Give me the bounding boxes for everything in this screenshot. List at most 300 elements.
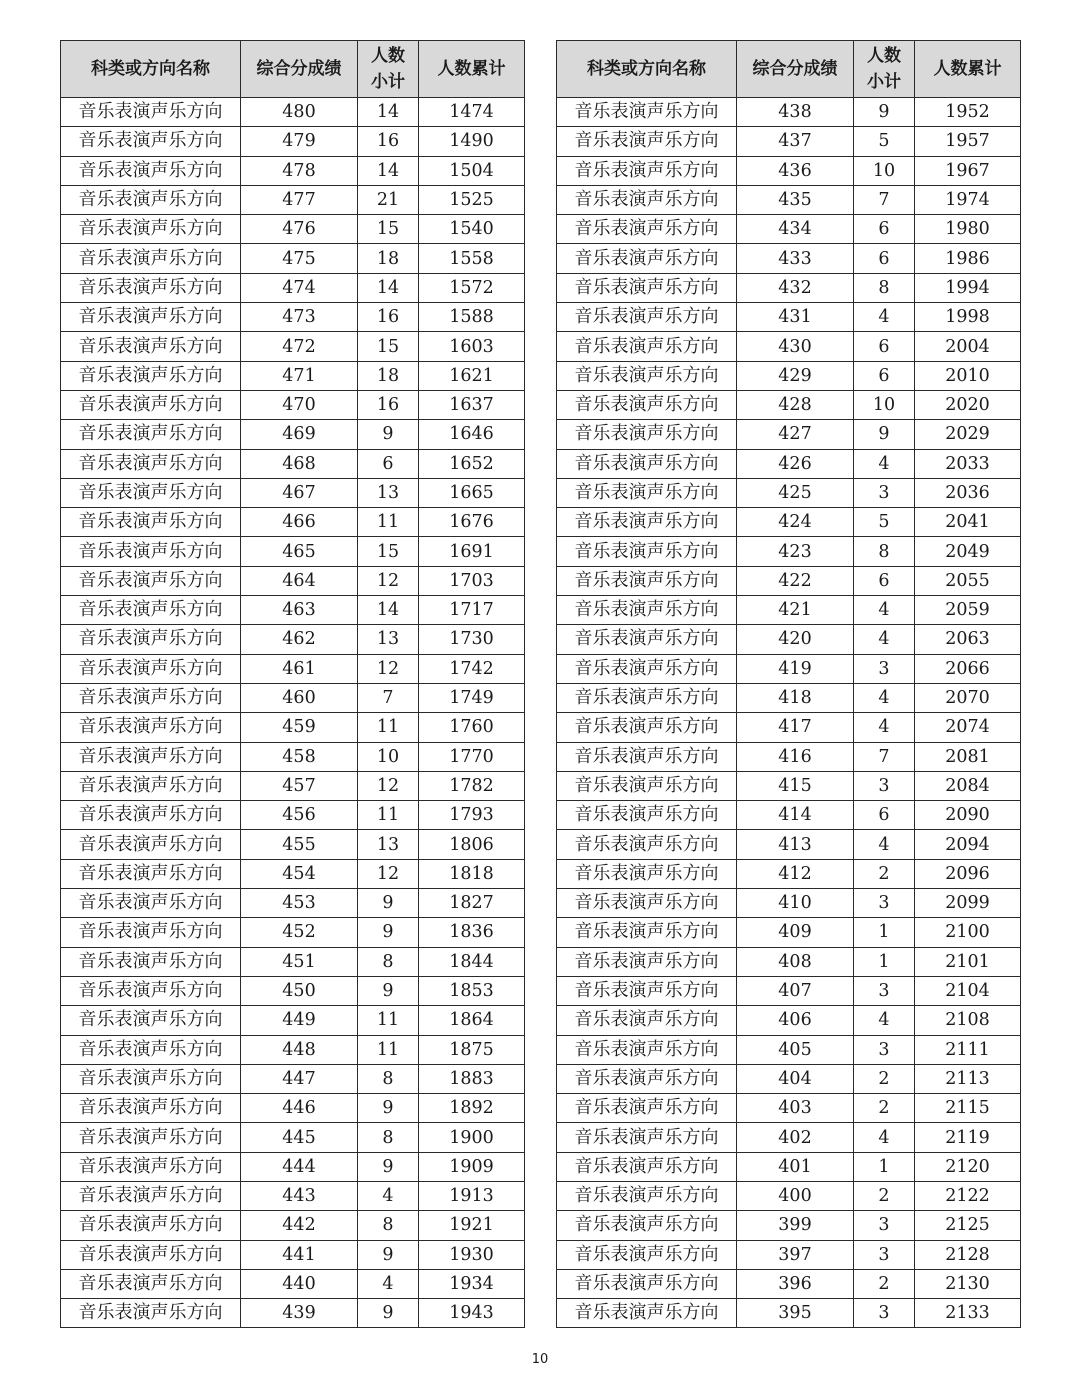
cell-cumulative: 1994 xyxy=(915,273,1021,302)
table-row xyxy=(61,830,525,859)
table-row xyxy=(61,127,525,156)
cell-cumulative: 1490 xyxy=(419,127,525,156)
cell-category: 音乐表演声乐方向 xyxy=(557,1299,737,1328)
cell-category: 音乐表演声乐方向 xyxy=(61,976,241,1005)
table-row xyxy=(61,303,525,332)
cell-category: 音乐表演声乐方向 xyxy=(61,420,241,449)
table-row xyxy=(557,566,1021,595)
table-row xyxy=(61,449,525,478)
cell-score: 413 xyxy=(737,830,854,859)
cell-score: 408 xyxy=(737,947,854,976)
cell-category: 音乐表演声乐方向 xyxy=(61,244,241,273)
cell-score: 395 xyxy=(737,1299,854,1328)
table-row xyxy=(61,683,525,712)
cell-score: 457 xyxy=(241,771,358,800)
table-row xyxy=(557,361,1021,390)
cell-score: 468 xyxy=(241,449,358,478)
cell-cumulative: 1883 xyxy=(419,1064,525,1093)
cell-score: 431 xyxy=(737,303,854,332)
header-subtotal xyxy=(854,41,915,98)
cell-subtotal: 10 xyxy=(854,156,915,185)
table-row xyxy=(557,1181,1021,1210)
table-row xyxy=(61,420,525,449)
table-row xyxy=(557,1064,1021,1093)
table-row xyxy=(557,390,1021,419)
cell-cumulative: 1974 xyxy=(915,185,1021,214)
cell-subtotal: 16 xyxy=(358,127,419,156)
cell-subtotal: 10 xyxy=(854,390,915,419)
cell-score: 459 xyxy=(241,713,358,742)
table-row xyxy=(61,1181,525,1210)
table-row xyxy=(61,625,525,654)
cell-category: 音乐表演声乐方向 xyxy=(557,742,737,771)
cell-subtotal: 12 xyxy=(358,654,419,683)
cell-cumulative: 1646 xyxy=(419,420,525,449)
cell-category: 音乐表演声乐方向 xyxy=(557,1269,737,1298)
cell-subtotal: 6 xyxy=(854,361,915,390)
cell-score: 456 xyxy=(241,801,358,830)
table-row xyxy=(61,1211,525,1240)
cell-subtotal: 6 xyxy=(854,215,915,244)
cell-category: 音乐表演声乐方向 xyxy=(61,1064,241,1093)
table-row xyxy=(61,156,525,185)
cell-cumulative: 1844 xyxy=(419,947,525,976)
cell-cumulative: 1770 xyxy=(419,742,525,771)
header-cumulative: 人数累计 xyxy=(915,41,1021,98)
cell-cumulative: 2119 xyxy=(915,1123,1021,1152)
cell-subtotal: 1 xyxy=(854,918,915,947)
cell-score: 471 xyxy=(241,361,358,390)
cell-category: 音乐表演声乐方向 xyxy=(61,332,241,361)
cell-subtotal: 9 xyxy=(358,1240,419,1269)
header-subtotal-line1: 人数 xyxy=(371,46,405,66)
table-row xyxy=(557,771,1021,800)
header-subtotal-line1: 人数 xyxy=(867,46,901,66)
cell-cumulative: 1957 xyxy=(915,127,1021,156)
cell-subtotal: 7 xyxy=(358,683,419,712)
cell-cumulative: 2036 xyxy=(915,478,1021,507)
cell-cumulative: 1760 xyxy=(419,713,525,742)
cell-subtotal: 8 xyxy=(358,1123,419,1152)
cell-subtotal: 8 xyxy=(854,273,915,302)
cell-score: 430 xyxy=(737,332,854,361)
cell-cumulative: 2111 xyxy=(915,1035,1021,1064)
cell-category: 音乐表演声乐方向 xyxy=(61,127,241,156)
cell-subtotal: 4 xyxy=(854,596,915,625)
cell-subtotal: 11 xyxy=(358,1035,419,1064)
cell-category: 音乐表演声乐方向 xyxy=(557,1152,737,1181)
cell-category: 音乐表演声乐方向 xyxy=(557,713,737,742)
cell-category: 音乐表演声乐方向 xyxy=(61,1211,241,1240)
cell-subtotal: 13 xyxy=(358,478,419,507)
cell-score: 399 xyxy=(737,1211,854,1240)
cell-subtotal: 4 xyxy=(854,449,915,478)
cell-subtotal: 18 xyxy=(358,244,419,273)
header-score: 综合分成绩 xyxy=(241,41,358,98)
cell-subtotal: 9 xyxy=(358,976,419,1005)
cell-subtotal: 4 xyxy=(854,713,915,742)
cell-subtotal: 16 xyxy=(358,390,419,419)
cell-category: 音乐表演声乐方向 xyxy=(557,332,737,361)
cell-score: 464 xyxy=(241,566,358,595)
cell-score: 455 xyxy=(241,830,358,859)
cell-category: 音乐表演声乐方向 xyxy=(557,801,737,830)
cell-score: 448 xyxy=(241,1035,358,1064)
cell-score: 428 xyxy=(737,390,854,419)
cell-cumulative: 2122 xyxy=(915,1181,1021,1210)
cell-category: 音乐表演声乐方向 xyxy=(557,654,737,683)
table-row xyxy=(61,1006,525,1035)
header-subtotal-line2: 小计 xyxy=(371,72,405,92)
cell-category: 音乐表演声乐方向 xyxy=(61,1152,241,1181)
cell-category: 音乐表演声乐方向 xyxy=(557,596,737,625)
table-row xyxy=(557,1094,1021,1123)
cell-category: 音乐表演声乐方向 xyxy=(557,1064,737,1093)
cell-cumulative: 2004 xyxy=(915,332,1021,361)
cell-subtotal: 9 xyxy=(358,1299,419,1328)
cell-subtotal: 9 xyxy=(358,420,419,449)
table-row xyxy=(61,742,525,771)
cell-score: 446 xyxy=(241,1094,358,1123)
table-row xyxy=(61,596,525,625)
cell-cumulative: 2133 xyxy=(915,1299,1021,1328)
cell-subtotal: 2 xyxy=(854,859,915,888)
cell-category: 音乐表演声乐方向 xyxy=(557,185,737,214)
table-row xyxy=(557,918,1021,947)
cell-cumulative: 1703 xyxy=(419,566,525,595)
table-row xyxy=(557,508,1021,537)
cell-subtotal: 8 xyxy=(358,1211,419,1240)
cell-category: 音乐表演声乐方向 xyxy=(61,859,241,888)
cell-cumulative: 1782 xyxy=(419,771,525,800)
cell-subtotal: 14 xyxy=(358,596,419,625)
table-row xyxy=(557,1240,1021,1269)
cell-score: 417 xyxy=(737,713,854,742)
cell-cumulative: 2081 xyxy=(915,742,1021,771)
cell-score: 480 xyxy=(241,98,358,127)
cell-subtotal: 9 xyxy=(358,918,419,947)
cell-cumulative: 1588 xyxy=(419,303,525,332)
cell-score: 475 xyxy=(241,244,358,273)
cell-subtotal: 18 xyxy=(358,361,419,390)
cell-category: 音乐表演声乐方向 xyxy=(61,713,241,742)
cell-score: 479 xyxy=(241,127,358,156)
cell-cumulative: 1952 xyxy=(915,98,1021,127)
cell-category: 音乐表演声乐方向 xyxy=(61,654,241,683)
table-header-row xyxy=(557,41,1021,98)
table-row xyxy=(61,537,525,566)
cell-subtotal: 9 xyxy=(854,98,915,127)
cell-category: 音乐表演声乐方向 xyxy=(557,830,737,859)
cell-score: 473 xyxy=(241,303,358,332)
cell-cumulative: 1637 xyxy=(419,390,525,419)
cell-score: 460 xyxy=(241,683,358,712)
cell-cumulative: 1900 xyxy=(419,1123,525,1152)
cell-score: 465 xyxy=(241,537,358,566)
cell-score: 414 xyxy=(737,801,854,830)
table-row xyxy=(61,713,525,742)
cell-category: 音乐表演声乐方向 xyxy=(61,1094,241,1123)
table-row xyxy=(61,1035,525,1064)
table-row xyxy=(61,390,525,419)
cell-score: 401 xyxy=(737,1152,854,1181)
cell-score: 427 xyxy=(737,420,854,449)
table-row xyxy=(61,185,525,214)
table-row xyxy=(61,1299,525,1328)
table-header-row xyxy=(61,41,525,98)
cell-subtotal: 4 xyxy=(854,625,915,654)
cell-score: 407 xyxy=(737,976,854,1005)
table-row xyxy=(61,918,525,947)
cell-cumulative: 1676 xyxy=(419,508,525,537)
cell-score: 469 xyxy=(241,420,358,449)
cell-subtotal: 12 xyxy=(358,771,419,800)
table-row xyxy=(61,244,525,273)
cell-subtotal: 6 xyxy=(358,449,419,478)
cell-score: 449 xyxy=(241,1006,358,1035)
cell-score: 433 xyxy=(737,244,854,273)
cell-category: 音乐表演声乐方向 xyxy=(61,361,241,390)
cell-score: 423 xyxy=(737,537,854,566)
cell-score: 476 xyxy=(241,215,358,244)
cell-score: 458 xyxy=(241,742,358,771)
cell-category: 音乐表演声乐方向 xyxy=(557,625,737,654)
table-row xyxy=(557,332,1021,361)
header-cumulative: 人数累计 xyxy=(419,41,525,98)
table-row xyxy=(61,1152,525,1181)
cell-subtotal: 6 xyxy=(854,801,915,830)
cell-subtotal: 4 xyxy=(854,1123,915,1152)
table-row xyxy=(61,98,525,127)
table-row xyxy=(557,1152,1021,1181)
cell-category: 音乐表演声乐方向 xyxy=(557,1240,737,1269)
cell-cumulative: 2094 xyxy=(915,830,1021,859)
table-row xyxy=(61,215,525,244)
cell-category: 音乐表演声乐方向 xyxy=(557,156,737,185)
cell-subtotal: 6 xyxy=(854,244,915,273)
cell-cumulative: 1572 xyxy=(419,273,525,302)
cell-subtotal: 3 xyxy=(854,771,915,800)
cell-subtotal: 9 xyxy=(854,420,915,449)
cell-category: 音乐表演声乐方向 xyxy=(557,1035,737,1064)
cell-subtotal: 4 xyxy=(358,1269,419,1298)
cell-subtotal: 7 xyxy=(854,742,915,771)
cell-score: 403 xyxy=(737,1094,854,1123)
cell-category: 音乐表演声乐方向 xyxy=(61,1269,241,1298)
cell-cumulative: 1892 xyxy=(419,1094,525,1123)
cell-category: 音乐表演声乐方向 xyxy=(557,244,737,273)
cell-score: 402 xyxy=(737,1123,854,1152)
cell-cumulative: 2063 xyxy=(915,625,1021,654)
table-row xyxy=(557,596,1021,625)
header-score: 综合分成绩 xyxy=(737,41,854,98)
cell-score: 472 xyxy=(241,332,358,361)
cell-subtotal: 2 xyxy=(854,1181,915,1210)
cell-subtotal: 2 xyxy=(854,1064,915,1093)
cell-subtotal: 12 xyxy=(358,859,419,888)
cell-cumulative: 2090 xyxy=(915,801,1021,830)
cell-score: 461 xyxy=(241,654,358,683)
cell-category: 音乐表演声乐方向 xyxy=(557,889,737,918)
header-name: 科类或方向名称 xyxy=(61,41,241,98)
cell-cumulative: 2113 xyxy=(915,1064,1021,1093)
cell-cumulative: 1793 xyxy=(419,801,525,830)
cell-score: 405 xyxy=(737,1035,854,1064)
cell-category: 音乐表演声乐方向 xyxy=(61,478,241,507)
cell-cumulative: 1665 xyxy=(419,478,525,507)
cell-cumulative: 1730 xyxy=(419,625,525,654)
cell-cumulative: 2130 xyxy=(915,1269,1021,1298)
cell-subtotal: 4 xyxy=(358,1181,419,1210)
table-row xyxy=(557,1035,1021,1064)
cell-category: 音乐表演声乐方向 xyxy=(557,303,737,332)
cell-cumulative: 2100 xyxy=(915,918,1021,947)
cell-cumulative: 1749 xyxy=(419,683,525,712)
cell-cumulative: 1853 xyxy=(419,976,525,1005)
cell-cumulative: 1943 xyxy=(419,1299,525,1328)
cell-subtotal: 15 xyxy=(358,537,419,566)
cell-subtotal: 3 xyxy=(854,1211,915,1240)
cell-subtotal: 3 xyxy=(854,1240,915,1269)
cell-category: 音乐表演声乐方向 xyxy=(557,98,737,127)
cell-subtotal: 4 xyxy=(854,830,915,859)
cell-subtotal: 4 xyxy=(854,303,915,332)
cell-subtotal: 9 xyxy=(358,1094,419,1123)
cell-score: 421 xyxy=(737,596,854,625)
cell-score: 406 xyxy=(737,1006,854,1035)
table-row xyxy=(61,771,525,800)
cell-cumulative: 1504 xyxy=(419,156,525,185)
table-row xyxy=(557,1006,1021,1035)
cell-score: 447 xyxy=(241,1064,358,1093)
cell-cumulative: 1934 xyxy=(419,1269,525,1298)
table-row xyxy=(557,625,1021,654)
cell-category: 音乐表演声乐方向 xyxy=(557,859,737,888)
cell-cumulative: 1818 xyxy=(419,859,525,888)
cell-cumulative: 1742 xyxy=(419,654,525,683)
cell-category: 音乐表演声乐方向 xyxy=(557,1211,737,1240)
cell-score: 441 xyxy=(241,1240,358,1269)
cell-cumulative: 2066 xyxy=(915,654,1021,683)
cell-cumulative: 1691 xyxy=(419,537,525,566)
cell-score: 434 xyxy=(737,215,854,244)
table-row xyxy=(557,185,1021,214)
cell-category: 音乐表演声乐方向 xyxy=(557,771,737,800)
cell-score: 440 xyxy=(241,1269,358,1298)
cell-subtotal: 12 xyxy=(358,566,419,595)
table-row xyxy=(557,98,1021,127)
cell-subtotal: 3 xyxy=(854,976,915,1005)
cell-subtotal: 3 xyxy=(854,1299,915,1328)
cell-category: 音乐表演声乐方向 xyxy=(557,449,737,478)
table-row xyxy=(557,889,1021,918)
cell-subtotal: 16 xyxy=(358,303,419,332)
table-row xyxy=(61,889,525,918)
table-row xyxy=(557,215,1021,244)
cell-score: 452 xyxy=(241,918,358,947)
cell-score: 426 xyxy=(737,449,854,478)
cell-category: 音乐表演声乐方向 xyxy=(61,449,241,478)
cell-subtotal: 15 xyxy=(358,215,419,244)
cell-cumulative: 1806 xyxy=(419,830,525,859)
table-row xyxy=(61,859,525,888)
cell-score: 474 xyxy=(241,273,358,302)
cell-cumulative: 2096 xyxy=(915,859,1021,888)
cell-cumulative: 1717 xyxy=(419,596,525,625)
cell-score: 418 xyxy=(737,683,854,712)
score-table-right xyxy=(556,40,1021,1328)
cell-cumulative: 2104 xyxy=(915,976,1021,1005)
cell-subtotal: 14 xyxy=(358,273,419,302)
cell-category: 音乐表演声乐方向 xyxy=(557,537,737,566)
cell-subtotal: 14 xyxy=(358,156,419,185)
cell-category: 音乐表演声乐方向 xyxy=(557,918,737,947)
cell-subtotal: 8 xyxy=(358,947,419,976)
cell-cumulative: 1864 xyxy=(419,1006,525,1035)
cell-category: 音乐表演声乐方向 xyxy=(61,918,241,947)
cell-category: 音乐表演声乐方向 xyxy=(61,156,241,185)
cell-score: 466 xyxy=(241,508,358,537)
cell-category: 音乐表演声乐方向 xyxy=(61,215,241,244)
cell-score: 438 xyxy=(737,98,854,127)
cell-subtotal: 13 xyxy=(358,830,419,859)
cell-subtotal: 9 xyxy=(358,1152,419,1181)
cell-cumulative: 2033 xyxy=(915,449,1021,478)
cell-subtotal: 3 xyxy=(854,889,915,918)
cell-cumulative: 2101 xyxy=(915,947,1021,976)
cell-subtotal: 2 xyxy=(854,1094,915,1123)
table-row xyxy=(61,1240,525,1269)
table-row xyxy=(557,537,1021,566)
table-row xyxy=(61,566,525,595)
cell-score: 436 xyxy=(737,156,854,185)
cell-score: 420 xyxy=(737,625,854,654)
cell-category: 音乐表演声乐方向 xyxy=(557,1181,737,1210)
cell-subtotal: 6 xyxy=(854,332,915,361)
cell-category: 音乐表演声乐方向 xyxy=(557,508,737,537)
cell-cumulative: 1558 xyxy=(419,244,525,273)
cell-category: 音乐表演声乐方向 xyxy=(61,508,241,537)
cell-cumulative: 1540 xyxy=(419,215,525,244)
cell-subtotal: 1 xyxy=(854,947,915,976)
cell-cumulative: 1827 xyxy=(419,889,525,918)
table-row xyxy=(61,361,525,390)
cell-cumulative: 1621 xyxy=(419,361,525,390)
table-row xyxy=(557,830,1021,859)
cell-score: 419 xyxy=(737,654,854,683)
cell-category: 音乐表演声乐方向 xyxy=(61,742,241,771)
page-number: 10 xyxy=(531,1352,549,1367)
table-row xyxy=(61,976,525,1005)
cell-score: 477 xyxy=(241,185,358,214)
cell-score: 454 xyxy=(241,859,358,888)
table-row xyxy=(557,742,1021,771)
cell-subtotal: 21 xyxy=(358,185,419,214)
cell-category: 音乐表演声乐方向 xyxy=(557,1123,737,1152)
table-row xyxy=(557,947,1021,976)
table-row xyxy=(61,1123,525,1152)
cell-score: 404 xyxy=(737,1064,854,1093)
cell-score: 442 xyxy=(241,1211,358,1240)
cell-category: 音乐表演声乐方向 xyxy=(61,1240,241,1269)
cell-score: 415 xyxy=(737,771,854,800)
cell-subtotal: 11 xyxy=(358,508,419,537)
table-body-right xyxy=(557,98,1021,1328)
cell-category: 音乐表演声乐方向 xyxy=(61,537,241,566)
cell-category: 音乐表演声乐方向 xyxy=(557,1006,737,1035)
cell-category: 音乐表演声乐方向 xyxy=(557,273,737,302)
table-row xyxy=(61,478,525,507)
